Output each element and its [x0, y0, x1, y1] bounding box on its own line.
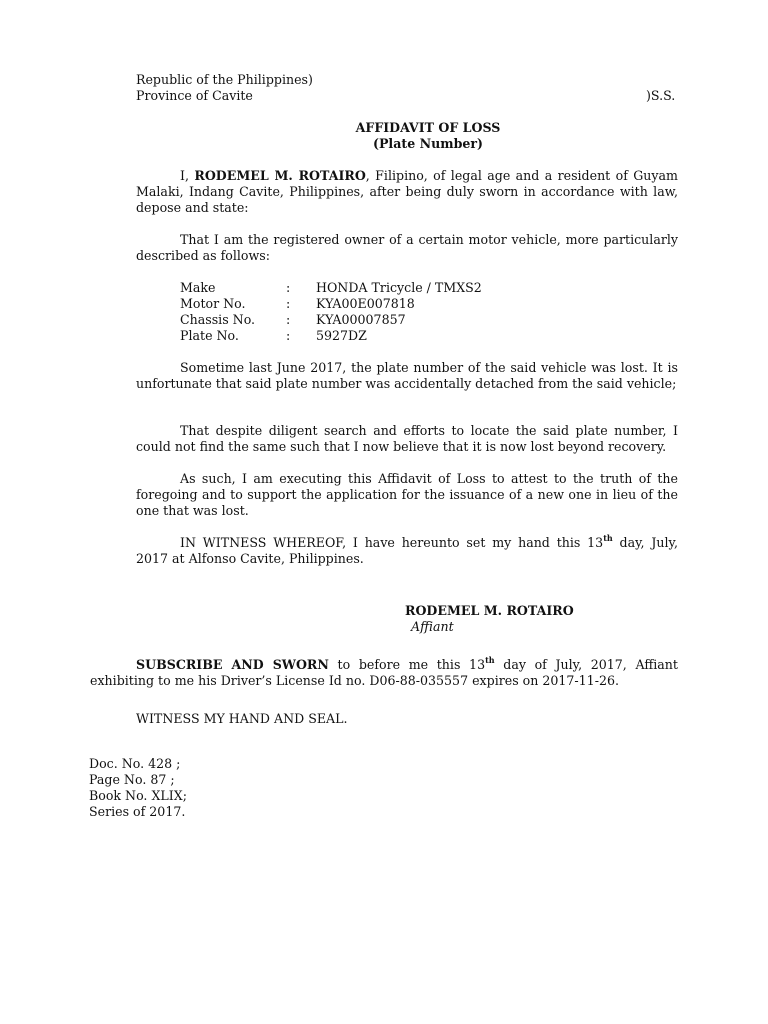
vehicle-details — [180, 280, 482, 344]
vehicle-label: Motor No. — [180, 296, 246, 311]
owner-paragraph: That I am the registered owner of a certain motor vehicle, more particularly described as follows: — [136, 232, 678, 263]
seal-line: WITNESS MY HAND AND SEAL. — [136, 711, 348, 726]
lost-paragraph: Sometime last June 2017, the plate number of the said vehicle was lost. It is unfortunate that said plate number was accidentally detached from the said vehicle; — [136, 360, 678, 391]
jurat-text-end: day of July, 2017, Affiant exhibiting to me his Driver’s License Id no. D06-88-035557 expires on 2017-11-26. — [90, 657, 678, 688]
vehicle-label: Chassis No. — [180, 312, 256, 327]
vehicle-row-plate — [180, 328, 482, 344]
vehicle-value: KYA00007857 — [316, 312, 406, 327]
vehicle-colon: : — [286, 312, 291, 327]
vehicle-label: Make — [180, 280, 216, 295]
vehicle-row-make — [180, 280, 482, 296]
book-number: Book No. XLIX; — [89, 788, 187, 803]
document-title: AFFIDAVIT OF LOSS — [355, 120, 501, 135]
witness-paragraph — [136, 535, 678, 567]
jurat-text-start: to before me this 13 — [328, 657, 486, 672]
witness-text-start: IN WITNESS WHEREOF, I have hereunto set my hand this 13 — [180, 535, 604, 550]
vehicle-value: HONDA Tricycle / TMXS2 — [316, 280, 482, 295]
signature-name: RODEMEL M. ROTAIRO — [405, 603, 574, 618]
header-republic: Republic of the Philippines) — [136, 72, 313, 87]
doc-number: Doc. No. 428 ; — [89, 756, 181, 771]
witness-text-end: day, July, 2017 at Alfonso Cavite, Philippines. — [136, 535, 678, 566]
affiant-name-inline: RODEMEL M. ROTAIRO — [194, 168, 366, 183]
vehicle-row-chassis — [180, 312, 482, 328]
signature-role: Affiant — [411, 619, 454, 634]
jurat-paragraph — [90, 657, 678, 689]
vehicle-colon: : — [286, 296, 291, 311]
witness-day-suffix: th — [603, 533, 613, 543]
intro-text: , Filipino, of legal age and a resident of Guyam Malaki, Indang Cavite, Philippines, after being duly sworn in accordance with law, depose and state: — [136, 168, 678, 215]
header-ss: )S.S. — [646, 88, 676, 103]
intro-prefix: I, — [180, 168, 189, 183]
header-province: Province of Cavite — [136, 88, 253, 103]
vehicle-label: Plate No. — [180, 328, 239, 343]
jurat-bold: SUBSCRIBE AND SWORN — [136, 657, 329, 672]
intro-paragraph — [136, 168, 678, 216]
vehicle-value: KYA00E007818 — [316, 296, 415, 311]
vehicle-colon: : — [286, 328, 291, 343]
execute-paragraph: As such, I am executing this Affidavit of Loss to attest to the truth of the foregoing and to support the application for the issuance of a new one in lieu of the one that was lost. — [136, 471, 678, 518]
vehicle-row-motor — [180, 296, 482, 312]
vehicle-value: 5927DZ — [316, 328, 367, 343]
page-number: Page No. 87 ; — [89, 772, 175, 787]
doc-info — [89, 756, 187, 820]
series-year: Series of 2017. — [89, 804, 186, 819]
search-paragraph: That despite diligent search and efforts to locate the said plate number, I could not find the same such that I now believe that it is now lost beyond recovery. — [136, 423, 678, 454]
vehicle-colon: : — [286, 280, 291, 295]
document-subtitle: (Plate Number) — [373, 136, 483, 151]
jurat-day-suffix: th — [485, 655, 495, 665]
